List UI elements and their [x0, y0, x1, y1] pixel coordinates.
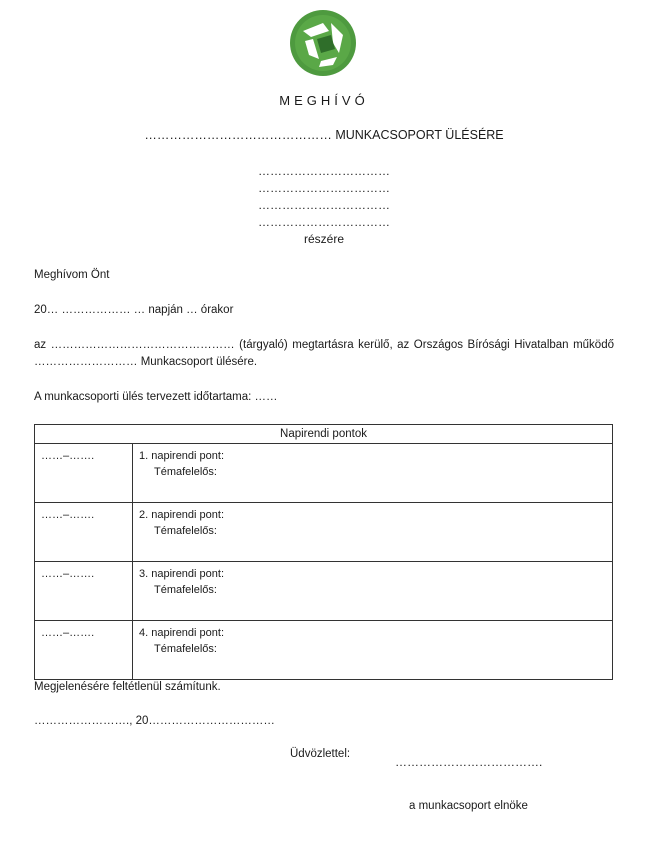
recipient-line: …………………………… [258, 164, 390, 178]
recipient-line: …………………………… [258, 215, 390, 229]
agenda-item-label: 3. napirendi pont: [139, 568, 225, 580]
agenda-row [35, 444, 613, 503]
document-title: MEGHÍVÓ [279, 93, 369, 108]
recipient-line: …………………………… [258, 198, 390, 212]
greeting-text: Meghívom Önt [34, 269, 110, 281]
agenda-owner-label: Témafelelős: [154, 643, 217, 655]
agenda-header: Napirendi pontok [35, 425, 613, 444]
signature-title: a munkacsoport elnöke [409, 800, 528, 812]
agenda-row [35, 621, 613, 680]
regards-text: Üdvözlettel: [290, 748, 351, 760]
agenda-item [133, 621, 613, 680]
agenda-time: ……–……. [35, 621, 133, 680]
agenda-table [34, 424, 613, 680]
agenda-time: ……–……. [35, 444, 133, 503]
agenda-row [35, 503, 613, 562]
agenda-item [133, 503, 613, 562]
place-date-line: ……………………., 20…………………………… [34, 715, 275, 727]
agenda-row [35, 562, 613, 621]
agenda-item-label: 1. napirendi pont: [139, 450, 225, 462]
recipients-block [0, 163, 648, 248]
duration-line: A munkacsoporti ülés tervezett időtartama: …… [34, 391, 278, 403]
closing-text: Megjelenésére feltétlenül számítunk. [34, 681, 221, 693]
agenda-owner-label: Témafelelős: [154, 584, 217, 596]
agenda-item [133, 562, 613, 621]
agenda-owner-label: Témafelelős: [154, 466, 217, 478]
document-subtitle: ……………………………………… MUNKACSOPORT ÜLÉSÉRE [144, 128, 504, 142]
agenda-item-label: 4. napirendi pont: [139, 627, 225, 639]
logo-icon [289, 9, 357, 77]
agenda-time: ……–……. [35, 562, 133, 621]
date-line: 20… ……………… … napján … órakor [34, 304, 234, 316]
agenda-time: ……–……. [35, 503, 133, 562]
signature-line: ………………………………. [395, 755, 543, 769]
location-line: az ………………………………………… (tárgyaló) megtartásra kerülő, az Országos Bírósági Hivatalban működő ……………………… Munkacsoport ülésére. [34, 339, 614, 368]
recipient-line: …………………………… [258, 181, 390, 195]
agenda-item [133, 444, 613, 503]
agenda-item-label: 2. napirendi pont: [139, 509, 225, 521]
agenda-owner-label: Témafelelős: [154, 525, 217, 537]
recipients-suffix: részére [303, 232, 344, 246]
